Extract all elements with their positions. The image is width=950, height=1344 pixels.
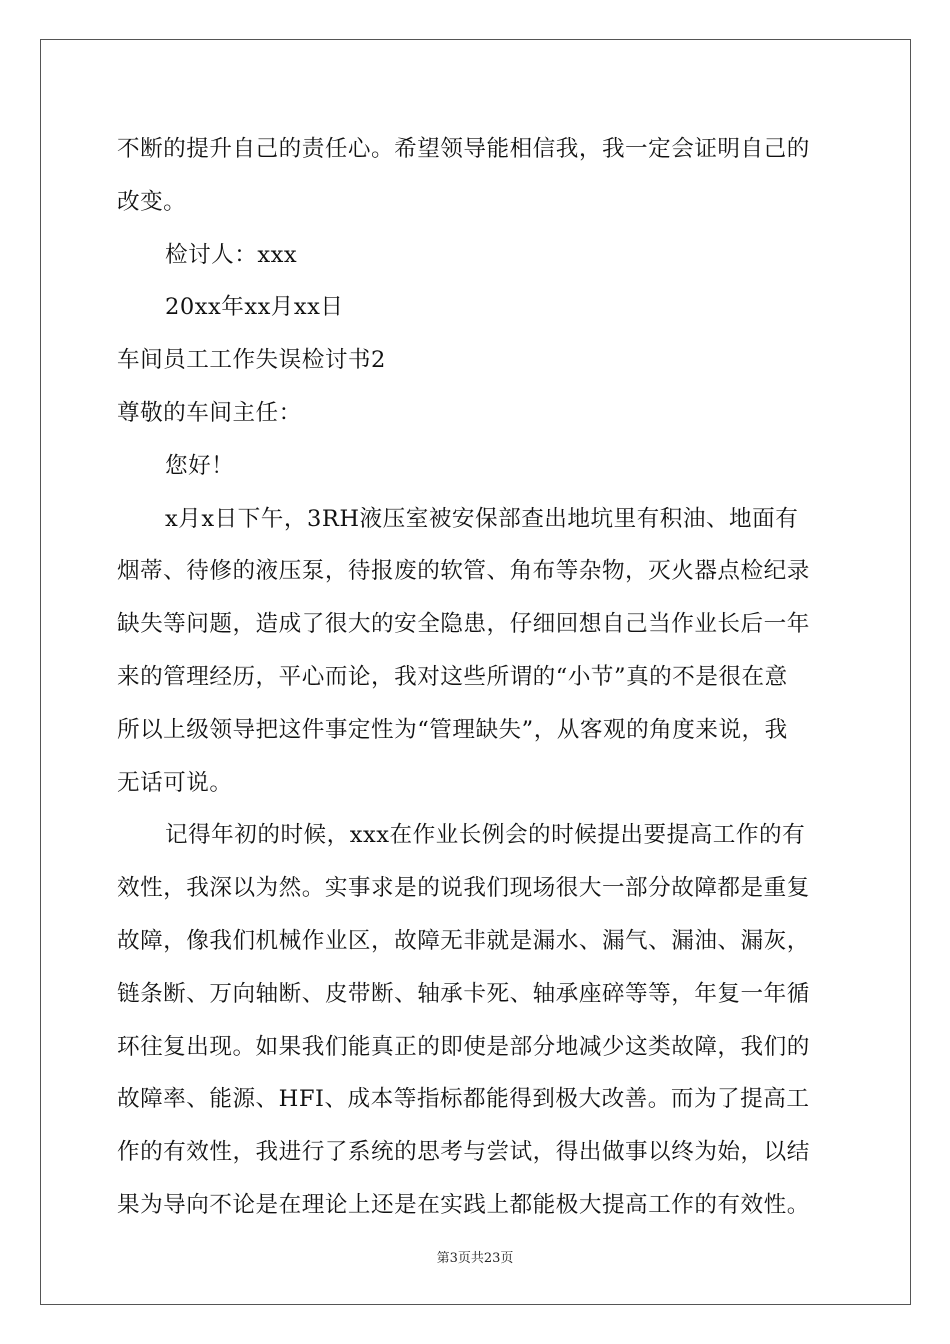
page-number: 第3页 — [436, 1251, 471, 1266]
text-line: 果为导向不论是在理论上还是在实践上都能极大提高工作的有效性。 — [117, 1191, 810, 1218]
text-line: 链条断、万向轴断、皮带断、轴承卡死、轴承座碎等等，年复一年循 — [117, 980, 810, 1007]
text-line: 记得年初的时候，xxx在作业长例会的时候提出要提高工作的有 — [165, 822, 806, 849]
text-line: 作的有效性，我进行了系统的思考与尝试，得出做事以终为始，以结 — [117, 1139, 810, 1166]
text-line: 缺失等问题，造成了很大的安全隐患，仔细回想自己当作业长后一年 — [117, 611, 810, 638]
signature-line: 检讨人：xxx — [165, 241, 298, 268]
text-line: 所以上级领导把这件事定性为“管理缺失”，从客观的角度来说，我 — [117, 716, 788, 743]
text-line: 烟蒂、待修的液压泵，待报废的软管、角布等杂物，灭火器点检纪录 — [117, 558, 810, 585]
page-footer — [0, 1247, 950, 1266]
text-line: 故障率、能源、HFI、成本等指标都能得到极大改善。而为了提高工 — [117, 1086, 810, 1113]
text-line: 改变。 — [117, 188, 187, 215]
text-line: 环往复出现。如果我们能真正的即使是部分地减少这类故障，我们的 — [117, 1033, 810, 1060]
page-total: 共23页 — [470, 1251, 514, 1266]
text-line: 效性，我深以为然。实事求是的说我们现场很大一部分故障都是重复 — [117, 875, 810, 902]
greeting: 您好！ — [165, 452, 235, 479]
date-line: 20xx年xx月xx日 — [165, 294, 344, 321]
text-line: 无话可说。 — [117, 769, 233, 796]
text-line: 不断的提升自己的责任心。希望领导能相信我，我一定会证明自己的 — [117, 136, 810, 162]
document-body — [117, 123, 837, 1232]
section-title: 车间员工工作失误检讨书2 — [117, 347, 386, 374]
text-line: 故障，像我们机械作业区，故障无非就是漏水、漏气、漏油、漏灰， — [117, 927, 810, 954]
text-line: 来的管理经历，平心而论，我对这些所谓的“小节”真的不是很在意 — [117, 663, 788, 690]
salutation: 尊敬的车间主任： — [117, 399, 302, 426]
text-line: x月x日下午，3RH液压室被安保部查出地坑里有积油、地面有 — [165, 505, 799, 532]
